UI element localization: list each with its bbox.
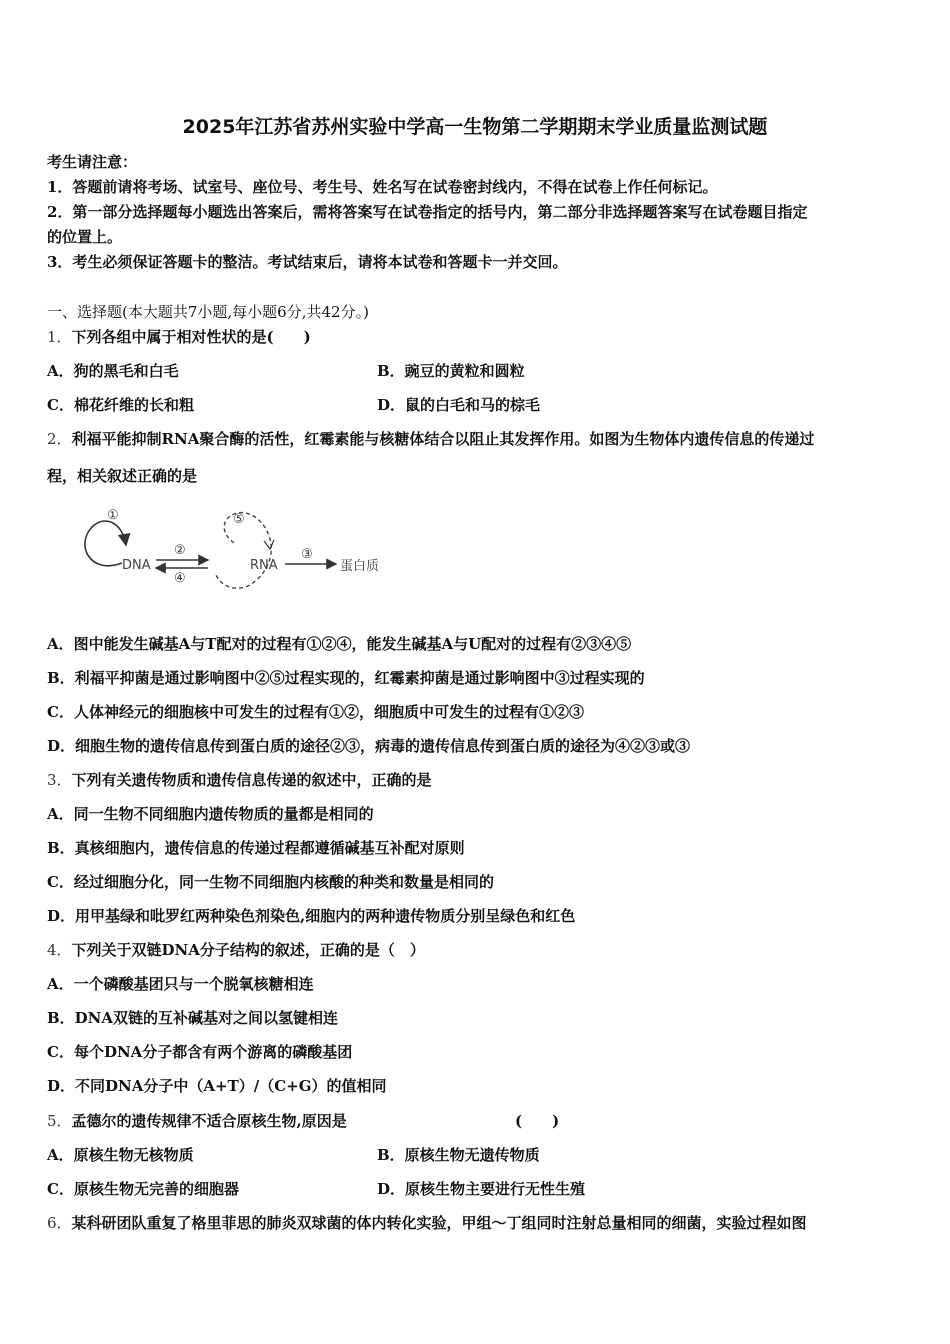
label-circle-3: ③ [301,547,313,562]
q1-option-d: D．鼠的白毛和马的棕毛 [377,396,541,414]
notice-heading: 考生请注意： [47,153,138,171]
label-circle-5: ⑤ [233,512,245,527]
question-1 [47,327,311,347]
replication-arrow [85,521,126,566]
q2-option-a: A．图中能发生碱基A与T配对的过程有①②④，能发生碱基A与U配对的过程有②③④⑤ [47,635,632,653]
label-circle-2: ② [174,543,186,558]
dna-label: DNA [122,558,151,573]
q3-option-c: C．经过细胞分化，同一生物不同细胞内核酸的种类和数量是相同的 [47,873,494,891]
q2-option-b: B．利福平抑菌是通过影响图中②⑤过程实现的，红霉素抑菌是通过影响图中③过程实现的 [47,669,645,687]
question-6 [47,1213,807,1233]
question-stem: 某科研团队重复了格里菲思的肺炎双球菌的体内转化实验，甲组～丁组同时注射总量相同的细菌，实验过程如图 [71,1214,807,1232]
rna-label: RNA [250,558,278,573]
q3-option-b: B．真核细胞内，遗传信息的传递过程都遵循碱基互补配对原则 [47,839,465,857]
q2-option-c: C．人体神经元的细胞核中可发生的过程有①②，细胞质中可发生的过程有①②③ [47,703,584,721]
q1-option-a: A．狗的黑毛和白毛 [47,362,179,380]
question-number: 2． [47,430,72,448]
q2-option-d: D．细胞生物的遗传信息传到蛋白质的途径②③，病毒的遗传信息传到蛋白质的途径为④②③或③ [47,737,691,755]
q5-option-a: A．原核生物无核物质 [47,1146,194,1164]
q5-option-d: D．原核生物主要进行无性生殖 [377,1180,586,1198]
question-5 [47,1111,347,1131]
question-number: 1． [47,328,72,346]
question-number: 6． [47,1214,72,1232]
question-stem: 利福平能抑制RNA聚合酶的活性，红霉素能与核糖体结合以阻止其发挥作用。如图为生物体内遗传信息的传递过 [71,430,815,448]
q4-option-d: D．不同DNA分子中（A+T）/（C+G）的值相同 [47,1077,387,1095]
q5-option-c: C．原核生物无完善的细胞器 [47,1180,239,1198]
question-number: 4． [47,941,72,959]
question-stem: 下列关于双链DNA分子结构的叙述，正确的是（ ） [71,941,425,959]
q4-option-a: A．一个磷酸基团只与一个脱氧核糖相连 [47,975,314,993]
q5-option-b: B．原核生物无遗传物质 [377,1146,540,1164]
label-circle-1: ① [107,508,119,523]
page-title: 2025年江苏省苏州实验中学高一生物第二学期期末学业质量监测试题 [182,116,768,138]
q4-option-c: C．每个DNA分子都含有两个游离的磷酸基团 [47,1043,353,1061]
label-circle-4: ④ [174,571,186,586]
q1-option-c: C．棉花纤维的长和粗 [47,396,194,414]
question-number: 3． [47,771,72,789]
q3-option-d: D．用甲基绿和吡罗红两种染色剂染色,细胞内的两种遗传物质分别呈绿色和红色 [47,907,576,925]
q4-option-b: B．DNA双链的互补碱基对之间以氢键相连 [47,1009,339,1027]
question-stem: 下列有关遗传物质和遗传信息传递的叙述中，正确的是 [71,771,432,789]
question-number: 5． [47,1112,72,1130]
section-heading: 一、选择题(本大题共7小题,每小题6分,共42分。) [47,303,369,321]
protein-label: 蛋白质 [340,559,380,574]
notice-item: 1．答题前请将考场、试室号、座位号、考生号、姓名写在试卷密封线内，不得在试卷上作任何标记。 [47,178,718,196]
question-2 [47,429,814,449]
question-2-stem-cont: 程，相关叙述正确的是 [47,467,198,485]
notice-item: 2．第一部分选择题每小题选出答案后，需将答案写在试卷指定的括号内，第二部分非选择题答案写在试卷题目指定 [47,203,808,221]
gene-expression-diagram [70,505,400,600]
notice-item: 的位置上。 [47,228,123,246]
question-3 [47,770,432,790]
q5-answer-paren: ( ) [515,1112,560,1130]
q3-option-a: A．同一生物不同细胞内遗传物质的量都是相同的 [47,805,374,823]
question-4 [47,940,425,960]
question-stem: 下列各组中属于相对性状的是( ) [71,328,311,346]
notice-item: 3．考生必须保证答题卡的整洁。考试结束后，请将本试卷和答题卡一并交回。 [47,253,568,271]
q1-option-b: B．豌豆的黄粒和圆粒 [377,362,525,380]
question-stem: 孟德尔的遗传规律不适合原核生物,原因是 [71,1112,347,1130]
